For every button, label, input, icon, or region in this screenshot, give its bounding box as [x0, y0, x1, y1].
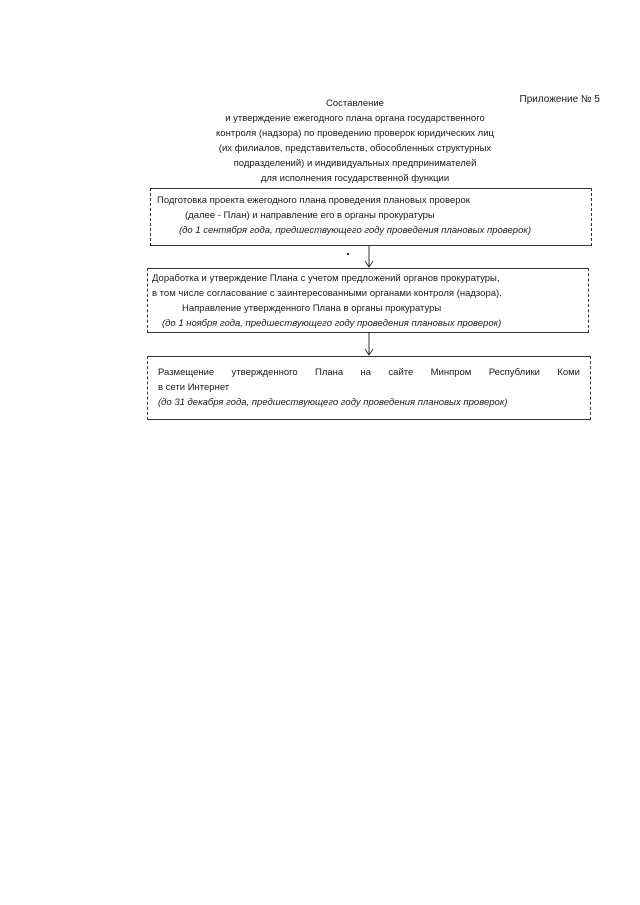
step-3-word: Размещение — [158, 367, 215, 378]
step-3-word: Коми — [557, 367, 580, 378]
step-3-word: Республики — [488, 367, 540, 378]
title-line: и утверждение ежегодного плана органа государственного — [225, 113, 485, 124]
flow-step-1 — [150, 188, 592, 246]
step-3-word: утвержденного — [231, 367, 298, 378]
step-2-text: в том числе согласование с заинтересованными органами контроля (надзора). — [152, 288, 502, 299]
document-title — [150, 96, 560, 186]
step-1-deadline: (до 1 сентября года, предшествующего году проведения плановых проверок) — [179, 225, 532, 236]
step-3-deadline: (до 31 декабря года, предшествующего году проведения плановых проверок) — [158, 397, 508, 408]
step-3-word: сайте — [388, 367, 414, 378]
scan-speck — [347, 253, 349, 255]
step-3-word: Минпром — [430, 367, 472, 378]
flow-step-3 — [147, 356, 591, 420]
step-3-text: в сети Интернет — [158, 382, 230, 393]
flow-step-2 — [147, 268, 589, 333]
flow-arrow-2 — [364, 333, 374, 356]
step-1-text: (далее - План) и направление его в органы прокуратуры — [185, 210, 435, 221]
title-line: (их филиалов, представительств, обособленных структурных — [218, 143, 492, 154]
step-3-text-justified — [158, 365, 580, 380]
step-2-text: Доработка и утверждение Плана с учетом предложений органов прокуратуры, — [152, 273, 500, 284]
step-3-word: на — [360, 367, 372, 378]
title-line: Составление — [326, 98, 384, 109]
step-3-word: Плана — [315, 367, 344, 378]
step-1-text: Подготовка проекта ежегодного плана проведения плановых проверок — [157, 195, 470, 206]
title-line: контроля (надзора) по проведению проверок юридических лиц — [216, 128, 494, 139]
step-2-text: Направление утвержденного Плана в органы прокуратуры — [182, 303, 442, 314]
title-line: подразделений) и индивидуальных предпринимателей — [233, 158, 477, 169]
flow-arrow-1 — [364, 246, 374, 268]
title-line: для исполнения государственной функции — [260, 173, 450, 184]
step-2-deadline: (до 1 ноября года, предшествующего году проведения плановых проверок) — [162, 318, 502, 329]
appendix-label: Приложение № 5 — [519, 94, 600, 105]
